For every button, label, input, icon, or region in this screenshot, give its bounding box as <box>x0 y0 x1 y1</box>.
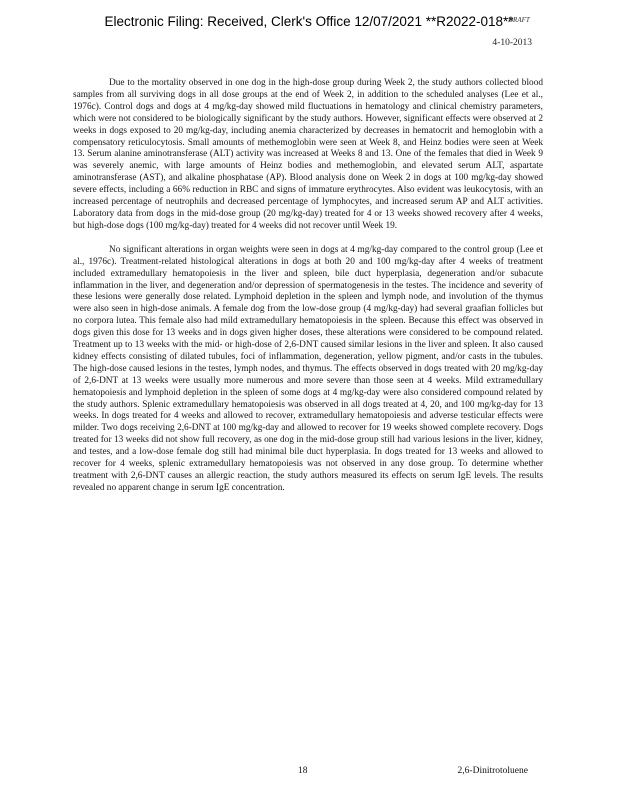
document-body <box>73 78 543 495</box>
chemical-name: 2,6-Dinitrotoluene <box>457 766 528 776</box>
filing-stamp: Electronic Filing: Received, Clerk's Office 12/07/2021 **R2022-018** <box>104 14 514 29</box>
paragraph-histopathology: No significant alterations in organ weights were seen in dogs at 4 mg/kg-day compared to the control group (Lee et al., 1976c). Treatment-related histological alterations in dogs at both 20 and 100 mg/kg-day after 4 weeks of treatment included extramedullary hematopoiesis in the liver and spleen, bile duct hyperplasia, degeneration and/or subacute inflammation in the liver, and degeneration and/or depression of spermatogenesis in the testes. The incidence and severity of these lesions were generally dose related. Lymphoid depletion in the spleen and lymph node, and involution of the thymus were also seen in high-dose animals. A female dog from the low-dose group (4 mg/kg-day) had several graafian follicles but no corpora lutea. This female also had mild extramedullary hematopoiesis in the spleen. Because this effect was observed in dogs given this dose for 13 weeks and in dogs given higher doses, these alterations were considered to be compound related. Treatment up to 13 weeks with the mid- or high-dose of 2,6-DNT caused similar lesions in the liver and spleen. It also caused kidney effects consisting of dilated tubules, foci of inflammation, degeneration, yellow pigment, and/or casts in the tubules. The high-dose caused lesions in the testes, lymph nodes, and thymus. The effects observed in dogs treated with 20 mg/kg-day of 2,6-DNT at 13 weeks were usually more numerous and more severe than those seen at 4 weeks. Mild extramedullary hematopoiesis and lymphoid depletion in the spleen of some dogs at 4 mg/kg-day were also considered compound related by the study authors. Splenic extramedullary hematopoiesis was observed in all dogs treated at 4, 20, and 100 mg/kg-day for 13 weeks. In dogs treated for 4 weeks and allowed to recover, extramedullary hematopoiesis and adverse testicular effects were milder. Two dogs receiving 2,6-DNT at 100 mg/kg-day and allowed to recover for 19 weeks showed complete recovery. Dogs treated for 13 weeks did not show full recovery, as one dog in the mid-dose group still had various lesions in the liver, kidney, and testes, and a low-dose female dog still had minimal bile duct hyperplasia. In dogs treated for 13 weeks and allowed to recover for 4 weeks, splenic extramedullary hematopoiesis was not observed in any dose group. To determine whether treatment with 2,6-DNT causes an allergic reaction, the study authors measured its effects on serum IgE levels. The results revealed no apparent change in serum IgE concentration. <box>73 244 543 493</box>
draft-mark: DRAFT <box>508 16 530 24</box>
paragraph-hematology: Due to the mortality observed in one dog in the high-dose group during Week 2, the study authors collected blood samples from all surviving dogs in all dose groups at the end of Week 2, in addition to the scheduled analyses (Lee et al., 1976c). Control dogs and dogs at 4 mg/kg-day showed mild fluctuations in hematology and clinical chemistry parameters, which were not considered to be biologically significant by the study authors. However, significant effects were observed at 2 weeks in dogs exposed to 20 mg/kg-day, including anemia characterized by decreases in hematocrit and hemoglobin with a compensatory reticulocytosis. Small amounts of methemoglobin were seen at Week 8, and Heinz bodies were seen at Week 13. Serum alanine aminotransferase (ALT) activity was increased at Weeks 8 and 13. One of the females that died in Week 9 was severely anemic, with large amounts of Heinz bodies and methemoglobin, and elevated serum ALT, aspartate aminotransferase (AST), and alkaline phosphatase (AP). Blood analysis done on Week 2 in dogs at 100 mg/kg-day showed severe effects, including a 66% reduction in RBC and signs of immature erythrocytes. Also evident was leukocytosis, with an increased percentage of neutrophils and decreased percentage of lymphocytes, and increased serum AP and ALT activities. Laboratory data from dogs in the mid-dose group (20 mg/kg-day) treated for 4 or 13 weeks showed recovery after 4 weeks, but high-dose dogs (100 mg/kg-day) treated for 4 weeks did not recover until Week 19. <box>73 78 543 231</box>
page-number: 18 <box>298 766 308 776</box>
draft-date: 4-10-2013 <box>492 38 532 48</box>
